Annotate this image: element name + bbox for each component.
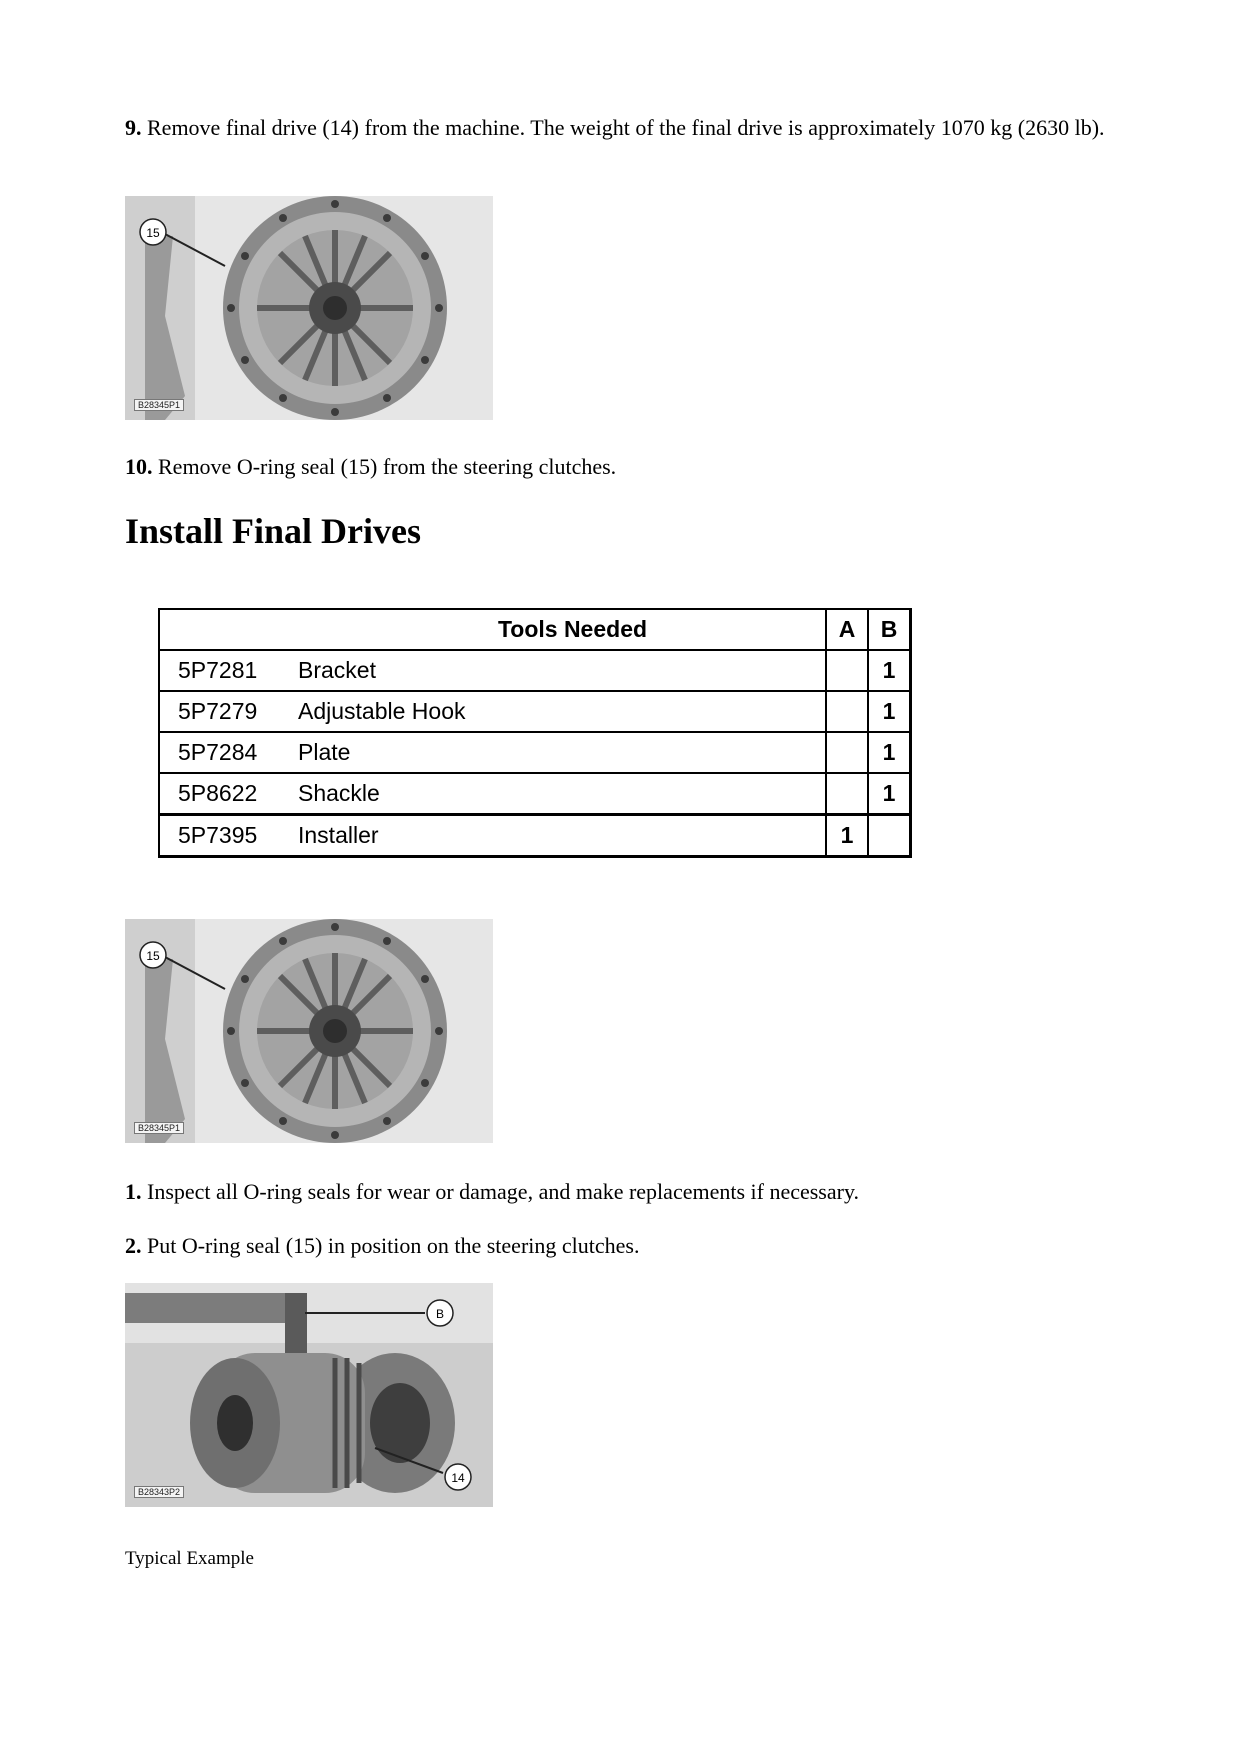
- step-2: [125, 1231, 639, 1260]
- callout-b: B: [435, 1307, 445, 1321]
- qty-a: [826, 773, 868, 815]
- tool-name: Plate: [298, 732, 826, 773]
- table-row: [159, 650, 911, 691]
- photo-code: B28343P2: [134, 1486, 184, 1498]
- step-text: Remove O-ring seal (15) from the steering clutches.: [152, 454, 617, 479]
- figure-caption: Typical Example: [125, 1548, 254, 1569]
- callout-15: 15: [146, 949, 160, 963]
- step-9: [125, 113, 1120, 142]
- tool-name: Shackle: [298, 773, 826, 815]
- callout-14: 14: [451, 1471, 465, 1485]
- table-row: [159, 815, 911, 857]
- qty-a: 1: [826, 815, 868, 857]
- photo-code: B28345P1: [134, 1122, 184, 1134]
- step-text: Inspect all O-ring seals for wear or damage, and make replacements if necessary.: [141, 1179, 860, 1204]
- table-row: [159, 691, 911, 732]
- table-header-row: [159, 609, 911, 650]
- final-drive-photo: [125, 196, 493, 420]
- step-number: 1.: [125, 1179, 142, 1204]
- part-number: 5P7395: [159, 815, 298, 857]
- tools-needed-header: Tools Needed: [159, 609, 826, 650]
- tool-name: Bracket: [298, 650, 826, 691]
- qty-b: 1: [868, 773, 911, 815]
- step-number: 2.: [125, 1233, 142, 1258]
- part-number: 5P7281: [159, 650, 298, 691]
- part-number: 5P8622: [159, 773, 298, 815]
- tool-name: Adjustable Hook: [298, 691, 826, 732]
- section-title: Install Final Drives: [125, 511, 422, 551]
- column-b-header: B: [868, 609, 911, 650]
- qty-b: 1: [868, 650, 911, 691]
- column-a-header: A: [826, 609, 868, 650]
- qty-b: 1: [868, 732, 911, 773]
- step-number: 10.: [125, 454, 153, 479]
- qty-a: [826, 732, 868, 773]
- table-row: [159, 773, 911, 815]
- callout-15: 15: [146, 226, 160, 240]
- tools-needed-table: [158, 608, 912, 858]
- step-number: 9.: [125, 115, 142, 140]
- qty-a: [826, 650, 868, 691]
- qty-a: [826, 691, 868, 732]
- step-1: [125, 1177, 859, 1206]
- final-drive-photo: [125, 919, 493, 1143]
- part-number: 5P7284: [159, 732, 298, 773]
- step-text: Remove final drive (14) from the machine. The weight of the final drive is approximately 1070 kg (2630 lb).: [141, 115, 1105, 140]
- tool-name: Installer: [298, 815, 826, 857]
- part-number: 5P7279: [159, 691, 298, 732]
- qty-b: 1: [868, 691, 911, 732]
- table-row: [159, 732, 911, 773]
- step-10: [125, 452, 616, 481]
- photo-code: B28345P1: [134, 399, 184, 411]
- final-drive-lift-photo: [125, 1283, 493, 1507]
- qty-b: [868, 815, 911, 857]
- step-text: Put O-ring seal (15) in position on the steering clutches.: [141, 1233, 640, 1258]
